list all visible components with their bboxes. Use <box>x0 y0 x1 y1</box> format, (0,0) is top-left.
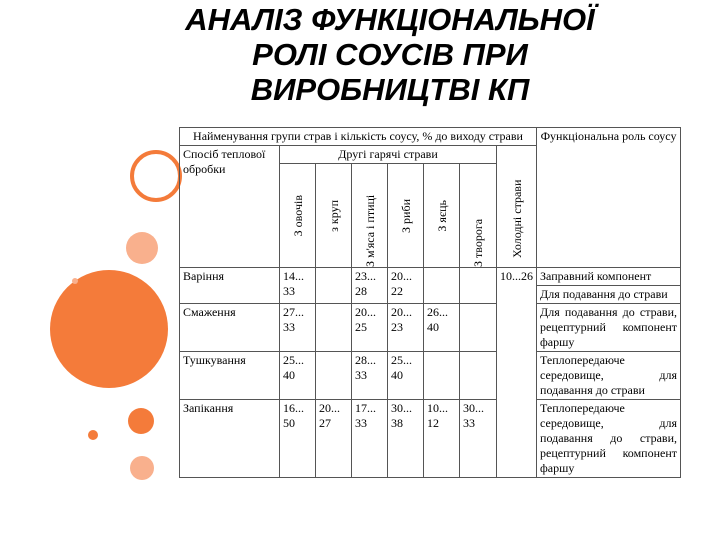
value-cell: 28... 33 <box>352 352 388 400</box>
col-vegetables: З овочів <box>280 164 316 268</box>
value-cell: 27... 33 <box>280 304 316 352</box>
decor-circle-small <box>130 456 154 480</box>
value-cell: 14... 33 <box>280 268 316 304</box>
value-cell: 25... 40 <box>280 352 316 400</box>
value-cell: 16... 50 <box>280 400 316 478</box>
value-cell <box>460 304 497 352</box>
col-cottage: З творога <box>460 164 497 268</box>
header-hot: Другі гарячі страви <box>280 146 497 164</box>
table-row <box>180 352 681 400</box>
table-row <box>180 400 681 478</box>
value-cell: 30... 33 <box>460 400 497 478</box>
header-cold: Холодні страви <box>497 146 537 268</box>
header-group: Найменування групи страв і кількість соусу, % до виходу страви <box>180 128 537 146</box>
header-method: Спосіб теплової обробки <box>180 146 280 268</box>
value-cell <box>460 268 497 304</box>
value-cell <box>316 268 352 304</box>
col-fish: З риби <box>388 164 424 268</box>
method-cell: Варіння <box>180 268 280 304</box>
decor-circle-ring <box>130 150 182 202</box>
value-cell: 20... 25 <box>352 304 388 352</box>
decor-circle-medium <box>126 232 158 264</box>
method-cell: Смаження <box>180 304 280 352</box>
col-meat-poultry: З м'яса і птиці <box>352 164 388 268</box>
decor-circle-tiny <box>88 430 98 440</box>
method-cell: Тушкування <box>180 352 280 400</box>
value-cell: 20... 27 <box>316 400 352 478</box>
method-cell: Запікання <box>180 400 280 478</box>
value-cell: 20... 22 <box>388 268 424 304</box>
header-function: Функціональна роль соусу <box>537 128 681 268</box>
value-cell <box>460 352 497 400</box>
value-cell <box>424 352 460 400</box>
value-cell: 23... 28 <box>352 268 388 304</box>
role-cell: Заправний компонент <box>537 268 681 286</box>
value-cell: 26... 40 <box>424 304 460 352</box>
col-grains: з круп <box>316 164 352 268</box>
cold-value: 10...26 <box>497 268 537 478</box>
role-cell: Теплопередаюче середовище, для подавання до страви, рецептурний компонент фаршу <box>537 400 681 478</box>
role-cell: Для подавання до страви <box>537 286 681 304</box>
value-cell <box>424 268 460 304</box>
role-cell: Теплопередаюче середовище, для подавання до страви <box>537 352 681 400</box>
value-cell: 30... 38 <box>388 400 424 478</box>
sauce-table <box>179 127 681 478</box>
decor-circle-tiny-2 <box>72 278 78 284</box>
table-row <box>180 268 681 286</box>
table-row <box>180 304 681 352</box>
col-eggs: З яєць <box>424 164 460 268</box>
value-cell <box>316 352 352 400</box>
value-cell: 20... 23 <box>388 304 424 352</box>
role-cell: Для подавання до страви, рецептурний компонент фаршу <box>537 304 681 352</box>
value-cell: 17... 33 <box>352 400 388 478</box>
value-cell <box>316 304 352 352</box>
value-cell: 10... 12 <box>424 400 460 478</box>
decor-circle-medium-2 <box>128 408 154 434</box>
value-cell: 25... 40 <box>388 352 424 400</box>
slide-title: АНАЛІЗ ФУНКЦІОНАЛЬНОЇ РОЛІ СОУСІВ ПРИ ВИРОБНИЦТВІ КП <box>185 2 595 107</box>
decor-circle-large <box>50 270 168 388</box>
